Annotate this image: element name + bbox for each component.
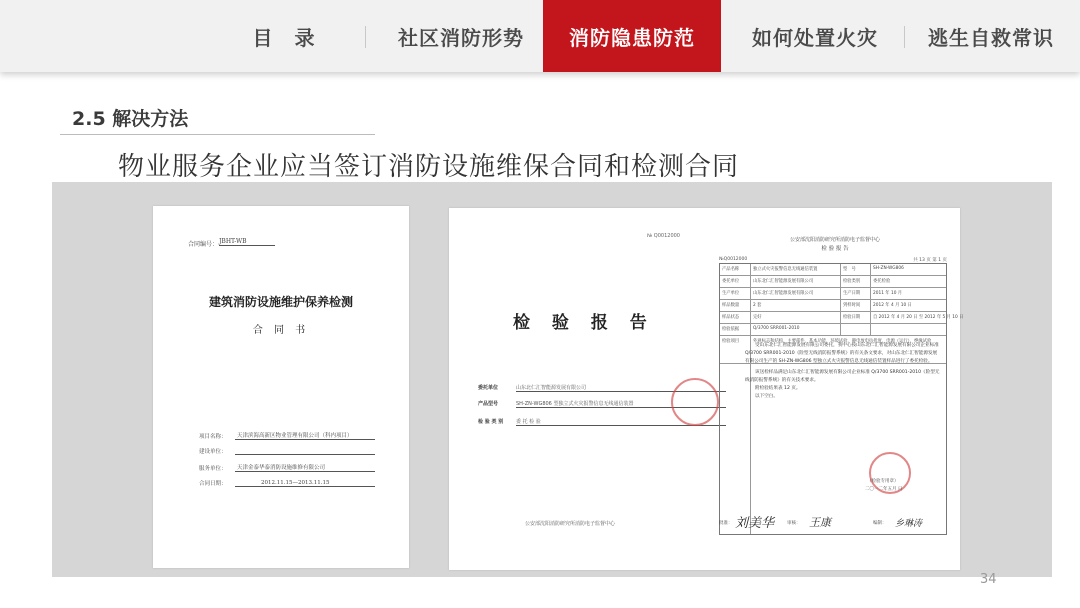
- table-cell: 样品数量: [722, 303, 740, 308]
- report-field-value: 山东北仁汇智能源发展有限公司: [516, 384, 726, 392]
- report-field-label: 委托单位: [478, 385, 499, 391]
- sheet-title: 检 验 报 告: [821, 246, 849, 252]
- table-cell: 山东北仁汇智能源发展有限公司: [753, 291, 814, 296]
- nav-item-community-fire-situation[interactable]: 社区消防形势: [398, 25, 524, 50]
- report-field-value: SH-ZN-WG806 型独立式火灾报警信息无线通信装置: [516, 400, 726, 408]
- sheet-org: 公安部沈阳消防研究所消防电子监督中心: [789, 237, 880, 243]
- table-cell: 委托检验: [873, 279, 891, 284]
- table-row: [720, 324, 946, 336]
- top-nav: [0, 0, 1080, 72]
- table-cell: Q/3700 SRR001-2010: [753, 326, 800, 331]
- sheet-conclusion: [745, 342, 940, 401]
- table-cell: 检验项目: [722, 339, 740, 344]
- table-cell: 产品名称: [722, 267, 740, 272]
- report-title: 检 验 报 告: [513, 313, 655, 333]
- table-cell: 自 2012 年 4 月 20 日 至 2012 年 5 月 10 日: [873, 315, 964, 320]
- sheet-date: 二〇一二年五月 日: [865, 487, 903, 492]
- contract-row-value: 天津金泰华泰消防设施维修有限公司: [235, 463, 375, 472]
- contract-row-label: 合同日期：: [199, 481, 227, 487]
- table-cell: 2 套: [753, 303, 762, 308]
- table-row: [720, 276, 946, 288]
- contract-row-value: 天津滨海高新区物业管理有限公司（科内项目）: [235, 431, 375, 440]
- slide-subtitle: 物业服务企业应当签订消防设施维保合同和检测合同: [118, 152, 740, 182]
- sheet-page-info: 共 13 页 第 1 页: [913, 258, 947, 263]
- conclusion-paragraph: 受山东北仁汇智能源发展有限公司委托，我中心按山东北仁汇智能源发展有限公司企业标准 Q/3700 SRR001-2010《险型无线消防报警系统》的有关条文要求，对山东北仁汇智能源发展有限公司生产的 SH-ZN-WG806 型独立式火灾报警信息无线通信装置样品进行了委托检验。: [745, 343, 939, 364]
- table-cell: 2011 年 10 月: [873, 291, 903, 296]
- table-cell: 生产单位: [722, 291, 740, 296]
- contract-row: [199, 479, 375, 487]
- author-label: 编制：: [873, 521, 887, 526]
- table-cell: 检验依据: [722, 327, 740, 332]
- nav-item-fire-handling[interactable]: 如何处置火灾: [752, 25, 878, 50]
- conclusion-paragraph: 附检验结果表 12 页。: [755, 386, 801, 391]
- table-cell: 完好: [753, 315, 762, 320]
- approver-label: 批准：: [719, 521, 733, 526]
- table-cell: 外观标志和结构、主要部件、基本功能、环境试验、静电放电抗扰度、电源（运行）、绝缘试验: [753, 339, 932, 344]
- nav-item-fire-hazard-prevention[interactable]: 消防隐患防范: [543, 0, 721, 72]
- contract-row: [199, 447, 375, 455]
- section-title: 2.5 解决方法: [72, 108, 189, 130]
- sheet-report-number: №Q0012000: [719, 257, 748, 262]
- contract-row: [199, 431, 375, 440]
- table-row: [720, 300, 946, 312]
- table-cell: 型 号: [843, 267, 856, 272]
- report-field-label: 检 验 类 别: [478, 419, 504, 425]
- table-cell: 到样时间: [843, 303, 861, 308]
- contract-row-label: 服务单位：: [199, 466, 227, 472]
- approver-signature: 刘美华: [735, 516, 775, 531]
- nav-separator: [904, 26, 905, 48]
- contract-title: 建筑消防设施维护保养检测: [208, 295, 353, 309]
- reviewer-label: 审核：: [787, 521, 801, 526]
- author-signature: 乡琳涛: [895, 519, 923, 529]
- nav-item-escape-knowledge[interactable]: 逃生自救常识: [928, 25, 1054, 50]
- contract-document: [153, 206, 409, 568]
- table-cell: 生产日期: [843, 291, 861, 296]
- report-code: № Q0012000: [647, 233, 680, 239]
- table-cell: SH-ZN-WG806: [873, 266, 904, 271]
- reviewer-signature: 王康: [809, 516, 831, 529]
- report-field-value: 委 托 检 验: [516, 418, 726, 426]
- inspection-report-document: [449, 208, 964, 570]
- section-divider: [60, 134, 375, 135]
- nav-separator: [365, 26, 366, 48]
- contract-number-label: 合同编号：: [188, 241, 219, 248]
- table-cell: 检验日期: [843, 315, 861, 320]
- red-seal-stamp: [671, 378, 719, 426]
- contract-row-label: 项目名称：: [199, 434, 227, 440]
- contract-row: [199, 463, 375, 472]
- table-cell: 委托单位: [722, 279, 740, 284]
- table-row: [720, 288, 946, 300]
- contract-row-value: [235, 454, 375, 455]
- table-cell: 2012 年 4 月 10 日: [873, 303, 912, 308]
- table-cell: 山东北仁汇智能源发展有限公司: [753, 279, 814, 284]
- contract-row-value: 2012.11.15—2013.11.15: [235, 480, 375, 487]
- table-cell: 检验类别: [843, 279, 861, 284]
- conclusion-paragraph: 以下空白。: [755, 394, 778, 399]
- contract-row-label: 建设单位：: [199, 449, 227, 455]
- page-number: 34: [980, 572, 997, 587]
- report-field-label: 产品型号: [478, 401, 499, 407]
- table-row: [720, 264, 946, 276]
- contract-subtitle: 合 同 书: [252, 325, 310, 336]
- report-footer-org: 公安部沈阳消防研究所消防电子监督中心: [525, 521, 616, 527]
- contract-number-value: JBHT-WB: [219, 238, 275, 246]
- table-cell: 样品状态: [722, 315, 740, 320]
- report-result-sheet: [719, 230, 964, 560]
- table-row: [720, 312, 964, 324]
- sheet-stamp-label: （检验专用章）: [867, 479, 899, 484]
- table-cell: 独立式火灾报警信息无线通信装置: [753, 267, 818, 272]
- conclusion-paragraph: 该送检样品满足山东北仁汇智能源发展有限公司企业标准 Q/3700 SRR001-2010《险型无线消防报警系统》的有关技术要求。: [745, 370, 940, 383]
- nav-item-contents[interactable]: 目 录: [252, 25, 316, 50]
